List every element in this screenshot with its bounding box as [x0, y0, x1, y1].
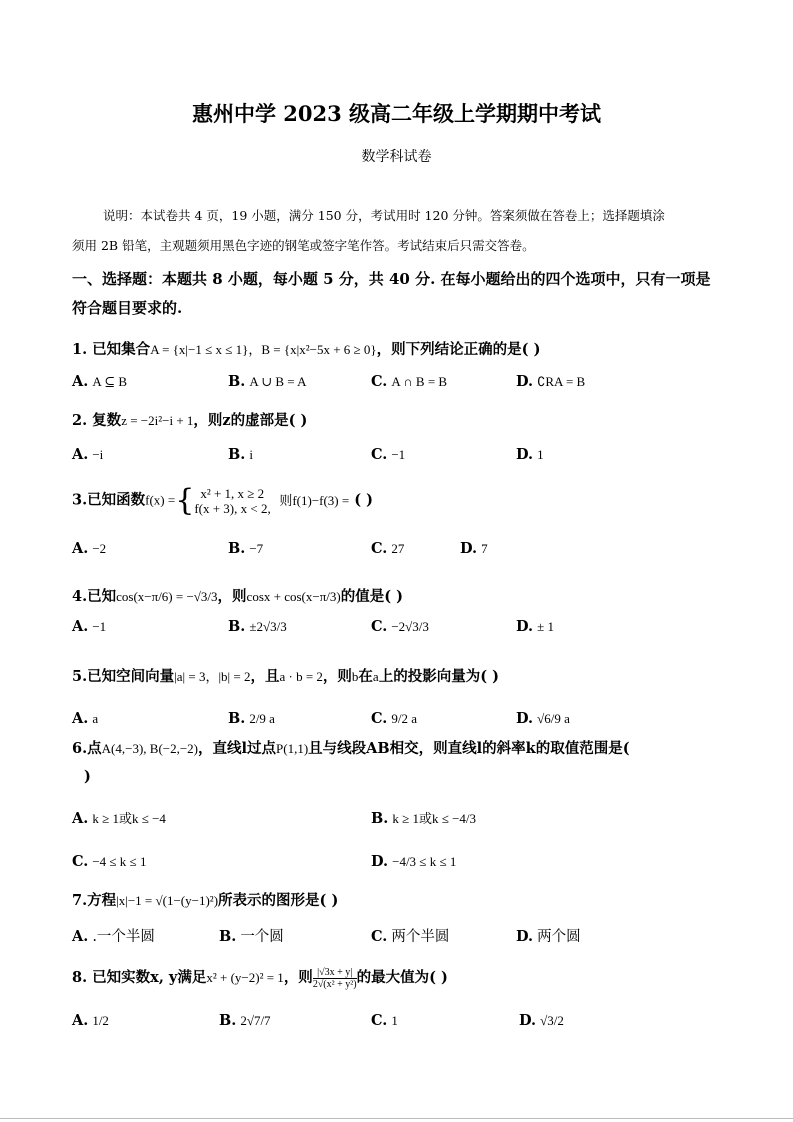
- option-text: A ⊆ B: [92, 374, 128, 389]
- question-7-option-a[interactable]: [72, 925, 155, 946]
- option-label: A.: [72, 618, 89, 635]
- exam-subtitle: 数学科试卷: [361, 149, 432, 165]
- option-label: D.: [516, 618, 534, 635]
- question-1-suffix: ，则下列结论正确的是( ): [376, 341, 541, 358]
- option-text: 两个半圆: [391, 929, 450, 945]
- fraction-denominator: 2√(x² + y²): [312, 978, 357, 990]
- option-label: C.: [371, 373, 388, 390]
- question-6-line-2: [84, 768, 91, 785]
- question-3: [72, 483, 373, 518]
- question-7-option-c[interactable]: [371, 925, 449, 946]
- question-5-prefix: 5.已知空间向量: [72, 668, 175, 685]
- question-4-option-a[interactable]: [72, 618, 106, 635]
- option-label: D.: [516, 928, 534, 945]
- option-label: D.: [460, 540, 478, 557]
- question-2-option-c[interactable]: [371, 446, 405, 463]
- option-label: A.: [72, 373, 89, 390]
- question-3-option-a[interactable]: [72, 540, 106, 557]
- option-label: C.: [371, 928, 388, 945]
- brace-icon: {: [175, 483, 195, 518]
- question-3-math-right: 则f(1)−f(3) =: [279, 492, 350, 508]
- question-4-suffix: 的值是( ): [340, 588, 403, 605]
- option-text: 两个圆: [537, 929, 581, 945]
- question-4-math-2: cosx + cos(x−π/3): [246, 589, 341, 604]
- option-label: A.: [72, 1012, 89, 1029]
- instructions-line-1: 说明：本试卷共 4 页，19 小题，满分 150 分，考试用时 120 分钟。答案须做在答卷上；选择题填涂: [103, 208, 665, 223]
- option-label: B.: [219, 928, 237, 945]
- option-label: C.: [371, 618, 388, 635]
- question-8-fraction: [313, 967, 357, 990]
- question-5-mid-2: ，则: [322, 668, 352, 685]
- option-label: D.: [371, 853, 389, 870]
- question-7-option-b[interactable]: [219, 925, 284, 946]
- option-text: .一个半圆: [92, 929, 155, 945]
- question-5-suffix: 上的投影向量为( ): [378, 668, 499, 685]
- question-1: [72, 338, 540, 359]
- option-label: B.: [228, 373, 246, 390]
- question-8-suffix: 的最大值为( ): [356, 969, 448, 986]
- option-label: B.: [228, 446, 246, 463]
- question-3-prefix: 3.已知函数: [72, 491, 146, 509]
- question-1-option-a[interactable]: [72, 373, 127, 390]
- instructions-line-2: 须用 2B 铅笔，主观题须用黑色字迹的钢笔或签字笔作答。考试结束后只需交答卷。: [72, 238, 535, 253]
- question-2-suffix: ，则z的虚部是( ): [193, 412, 308, 429]
- option-label: C.: [371, 540, 388, 557]
- option-text: ± 1: [537, 619, 554, 634]
- option-text: a: [92, 711, 99, 726]
- question-5-option-b[interactable]: [228, 710, 275, 727]
- option-label: B.: [228, 618, 246, 635]
- option-text: −2√3/3: [391, 619, 429, 634]
- exam-title: 惠州中学 2023 级高二年级上学期期中考试: [191, 101, 602, 126]
- question-2: [72, 409, 307, 430]
- option-label: C.: [371, 1012, 388, 1029]
- option-label: C.: [72, 853, 89, 870]
- option-label: B.: [371, 810, 389, 827]
- question-4-mid: ，则: [217, 588, 247, 605]
- question-8-math: x² + (y−2)² = 1: [206, 970, 284, 985]
- question-8-option-d[interactable]: [519, 1012, 564, 1029]
- question-8: [72, 966, 448, 990]
- question-4: [72, 585, 403, 606]
- option-text: i: [249, 447, 253, 462]
- option-label: B.: [219, 1012, 237, 1029]
- question-8-mid: ，则: [283, 969, 313, 986]
- option-text: −1: [92, 619, 107, 634]
- question-6-mid: ，直线l过点: [198, 740, 277, 757]
- option-label: A.: [72, 928, 89, 945]
- question-7: [72, 889, 338, 910]
- question-6: [72, 737, 630, 758]
- question-1-prefix: 1. 已知集合: [72, 341, 151, 358]
- question-8-option-c[interactable]: [371, 1012, 398, 1029]
- question-8-prefix: 8. 已知实数x, y满足: [72, 969, 207, 986]
- piecewise-cases: [194, 486, 270, 516]
- question-2-option-d[interactable]: [516, 446, 544, 463]
- option-label: A.: [72, 810, 89, 827]
- question-3-option-c[interactable]: [371, 540, 404, 557]
- option-text: −4 ≤ k ≤ 1: [92, 854, 147, 869]
- piece-case-1: x² + 1, x ≥ 2: [200, 485, 265, 501]
- option-text: 2/9 a: [249, 711, 275, 726]
- option-label: B.: [228, 540, 246, 557]
- question-4-option-c[interactable]: [371, 618, 429, 635]
- option-label: D.: [519, 1012, 537, 1029]
- question-5: [72, 665, 499, 686]
- option-text: −7: [249, 541, 264, 556]
- option-label: D.: [516, 373, 534, 390]
- question-5-option-a[interactable]: [72, 710, 98, 727]
- question-6-close-paren: ): [84, 768, 91, 785]
- question-3-math-left: f(x) =: [145, 492, 176, 508]
- question-6-prefix: 6.点: [72, 740, 102, 757]
- question-2-prefix: 2. 复数: [72, 412, 122, 429]
- question-7-math: |x|−1 = √(1−(y−1)²): [116, 893, 219, 908]
- option-text: A ∩ B = B: [391, 374, 448, 389]
- question-5-option-c[interactable]: [371, 710, 417, 727]
- question-4-math: cos(x−π/6) = −√3/3: [116, 589, 218, 604]
- question-1-option-b[interactable]: [228, 373, 307, 390]
- page-bottom-divider: [0, 1118, 793, 1119]
- question-6-option-d[interactable]: [371, 853, 456, 870]
- question-6-option-a[interactable]: [72, 808, 166, 827]
- question-5-math-4: a: [372, 669, 379, 684]
- question-8-option-b[interactable]: [219, 1012, 271, 1029]
- option-text: √3/2: [540, 1013, 564, 1028]
- option-text: 1: [391, 1013, 398, 1028]
- question-8-option-a[interactable]: [72, 1012, 109, 1029]
- question-7-prefix: 7.方程: [72, 892, 117, 909]
- question-3-option-b[interactable]: [228, 540, 263, 557]
- question-5-math: |a| = 3，|b| = 2: [174, 669, 251, 684]
- question-3-option-d[interactable]: [460, 540, 488, 557]
- option-text: k ≥ 1或k ≤ −4: [92, 811, 166, 826]
- option-label: A.: [72, 446, 89, 463]
- option-label: A.: [72, 540, 89, 557]
- question-6-math-2: P(1,1): [276, 741, 309, 756]
- option-text: k ≥ 1或k ≤ −4/3: [392, 811, 477, 826]
- question-6-option-c[interactable]: [72, 853, 146, 870]
- option-text: A ∪ B = A: [249, 374, 307, 389]
- question-2-option-a[interactable]: [72, 446, 103, 463]
- option-label: A.: [72, 710, 89, 727]
- question-6-math: A(4,−3), B(−2,−2): [101, 741, 199, 756]
- piece-case-2: f(x + 3), x < 2,: [194, 500, 271, 516]
- option-text: √6/9 a: [537, 711, 570, 726]
- option-label: C.: [371, 446, 388, 463]
- option-text: 9/2 a: [391, 711, 417, 726]
- question-2-option-b[interactable]: [228, 446, 253, 463]
- question-5-math-3: b: [351, 669, 359, 684]
- question-7-suffix: 所表示的图形是( ): [218, 892, 339, 909]
- question-5-mid: ，且: [250, 668, 280, 685]
- option-text: −i: [92, 447, 104, 462]
- question-5-math-2: a · b = 2: [279, 669, 323, 684]
- fraction-numerator: |√3x + y|: [313, 967, 357, 979]
- question-5-option-d[interactable]: [516, 710, 570, 727]
- section-heading-line-1: 一、选择题：本题共 8 小题，每小题 5 分，共 40 分. 在每小题给出的四个选项中，只有一项是: [72, 270, 711, 288]
- question-4-prefix: 4.已知: [72, 588, 117, 605]
- option-text: ±2√3/3: [249, 619, 287, 634]
- question-4-option-d[interactable]: [516, 618, 554, 635]
- question-5-mid-3: 在: [358, 668, 373, 685]
- question-6-option-b[interactable]: [371, 808, 476, 827]
- option-text: 一个圆: [240, 929, 284, 945]
- option-text: −4/3 ≤ k ≤ 1: [392, 854, 457, 869]
- option-text: −1: [391, 447, 406, 462]
- question-1-math: A = {x|−1 ≤ x ≤ 1}，B = {x|x²−5x + 6 ≥ 0}: [150, 342, 377, 357]
- option-text: 7: [481, 541, 488, 556]
- section-heading-line-2: 符合题目要求的.: [72, 299, 183, 317]
- option-text: 1/2: [92, 1013, 109, 1028]
- option-label: C.: [371, 710, 388, 727]
- question-7-option-d[interactable]: [516, 925, 581, 946]
- option-text: ∁RA = B: [537, 374, 586, 389]
- question-2-math: z = −2i²−i + 1: [121, 413, 194, 428]
- option-label: B.: [228, 710, 246, 727]
- option-text: 27: [391, 541, 405, 556]
- question-6-suffix: 且与线段AB相交，则直线l的斜率k的取值范围是(: [308, 740, 630, 757]
- question-3-suffix: ( ): [349, 491, 374, 509]
- option-text: 2√7/7: [240, 1013, 271, 1028]
- option-label: D.: [516, 710, 534, 727]
- question-1-option-c[interactable]: [371, 373, 447, 390]
- option-text: −2: [92, 541, 107, 556]
- option-text: 1: [537, 447, 544, 462]
- question-1-option-d[interactable]: [516, 373, 585, 390]
- question-4-option-b[interactable]: [228, 618, 287, 635]
- option-label: D.: [516, 446, 534, 463]
